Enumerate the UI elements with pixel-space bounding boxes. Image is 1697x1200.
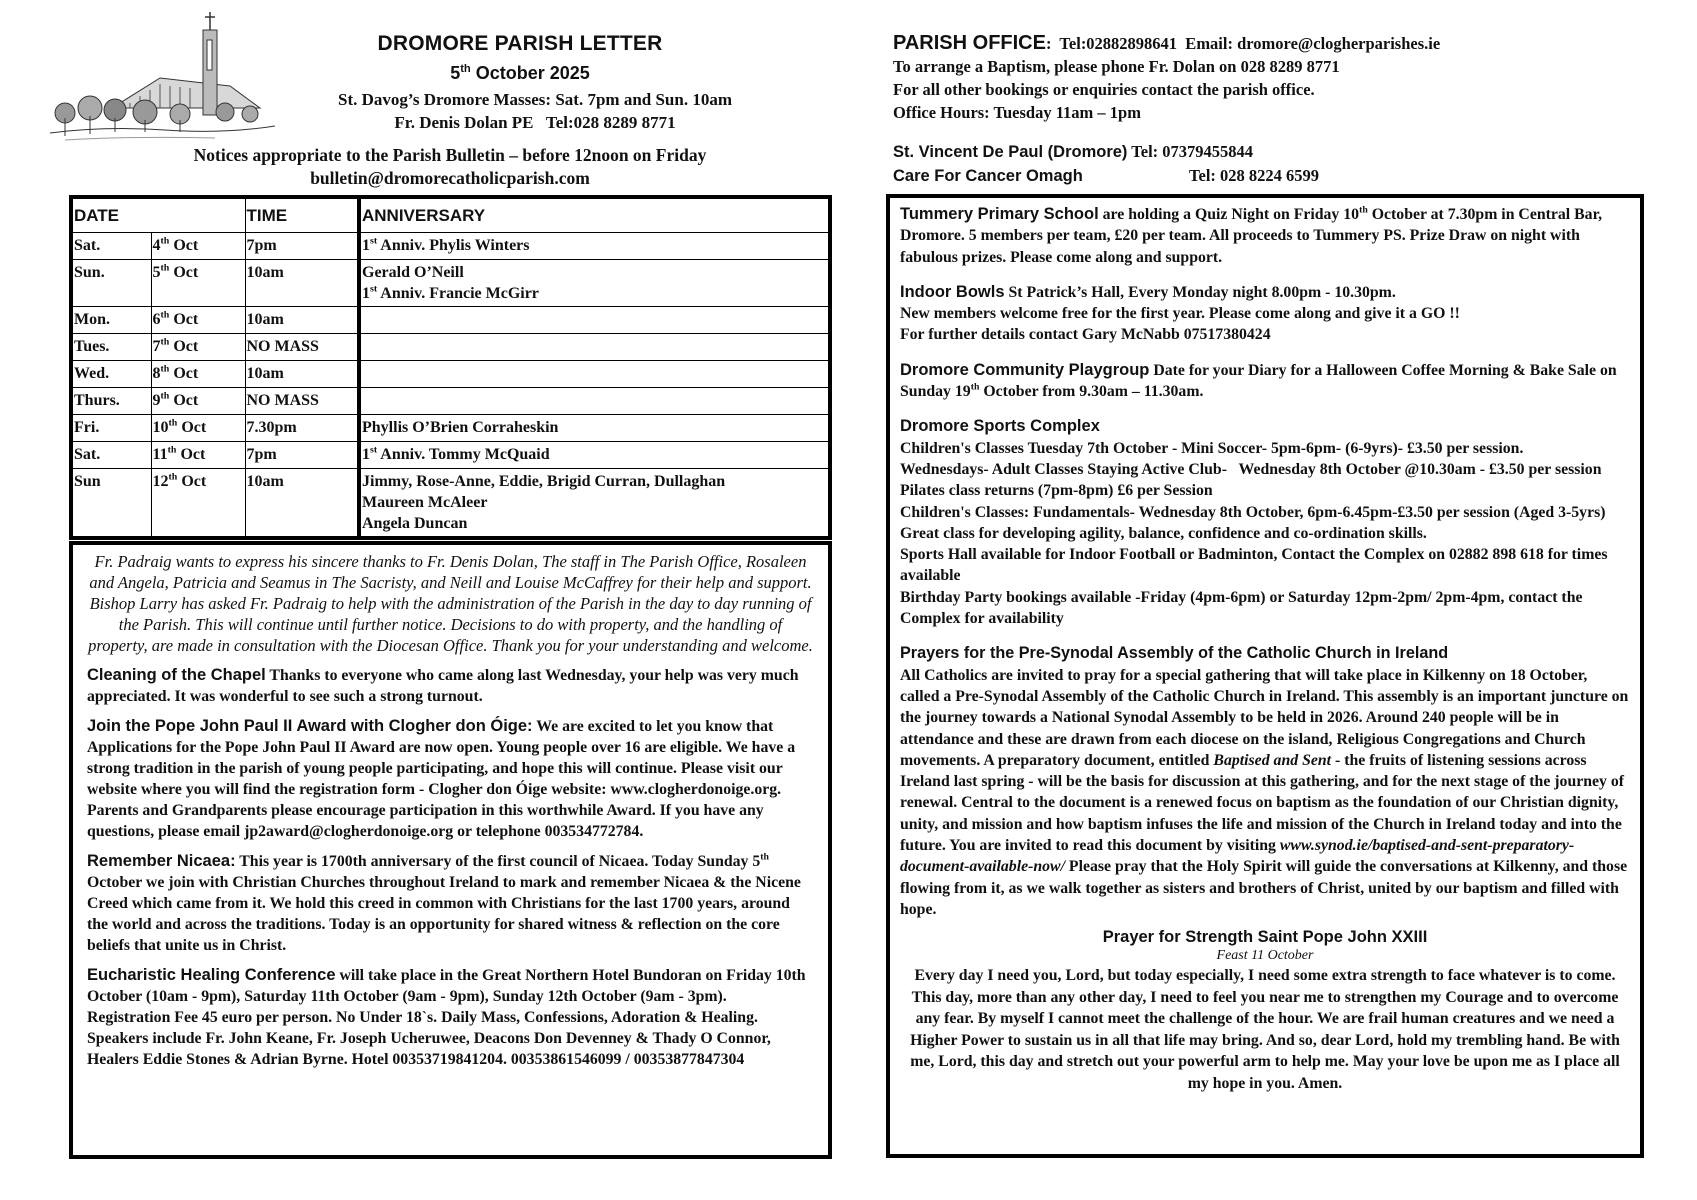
- date-number: 4: [152, 236, 161, 254]
- date-month: Oct: [169, 337, 199, 355]
- notice-cleaning: [87, 665, 814, 707]
- ordinal-suffix: st: [370, 283, 378, 295]
- date-number: 11: [152, 445, 168, 463]
- notice-body: October at 7.30pm in Central Bar, Dromore. 5 members per team, £20 per team. All proceeds to Tummery PS. Prize Draw on night with fabulous prizes. Please come along and support.: [900, 206, 1603, 266]
- page-title: DROMORE PARISH LETTER: [377, 32, 663, 55]
- sports-line: Birthday Party bookings available -Friday (4pm-6pm) or Saturday 12pm-2pm/ 2pm-4pm, contact the Complex for availability: [900, 588, 1583, 628]
- sports-line: Children's Classes Tuesday 7th October - Mini Soccer- 5pm-6pm- (6-9yrs)- £3.50 per session.: [900, 439, 1524, 457]
- notice-heading: Cleaning of the Chapel: [87, 666, 266, 684]
- anniversary-name: Maureen McAleer: [362, 493, 488, 511]
- cell-time: NO MASS: [245, 333, 359, 360]
- date-number: 12: [152, 472, 169, 490]
- cell-date: [151, 232, 245, 259]
- notice-heading: Dromore Sports Complex: [900, 417, 1100, 436]
- date-month: Oct: [169, 236, 199, 254]
- contact-tel: Tel: 028 8224 6599: [1189, 166, 1320, 185]
- cell-time: 10am: [245, 259, 359, 306]
- cell-time: NO MASS: [245, 387, 359, 414]
- mass-schedule-table: [69, 195, 832, 540]
- notice-indoor-bowls: [900, 282, 1630, 346]
- cell-time: 10am: [245, 360, 359, 387]
- ordinal-suffix: th: [167, 444, 177, 456]
- notice-body: Date for your Diary for a Halloween Coffee Morning & Bake Sale on Sunday 19: [900, 361, 1617, 401]
- cell-anniversary: [359, 441, 830, 468]
- office-contact: : Tel:02882898641 Email: dromore@clogherparishes.ie: [1045, 34, 1441, 53]
- cell-day: Fri.: [71, 414, 151, 441]
- column-header-time: TIME: [245, 197, 359, 232]
- ordinal-suffix: th: [160, 390, 170, 402]
- prayer-feast: Feast 11 October: [1216, 948, 1314, 964]
- cell-time: 10am: [245, 306, 359, 333]
- ordinal-suffix: th: [168, 471, 178, 483]
- notice-body: Please pray that the Holy Spirit will guide the conversations at Kilkenny, and those flowing from it, as we walk together as sisters and brothers of Christ, united by our baptism and filled with hope.: [900, 858, 1628, 918]
- table-row: [71, 360, 830, 387]
- column-header-anniversary: ANNIVERSARY: [359, 197, 830, 232]
- notice-body: - the fruits of listening sessions across Ireland last spring - will be the basis for discussion at this gathering, and for the next stage of the journey of renewal. Central to the document is a renewed focus on baptism as the foundation of our Christian dignity, unity, and mission and how baptism infuses the life and mission of the Church in Ireland today and into the future. You are invited to read this document by visiting: [900, 751, 1625, 855]
- document-title: Baptised and Sent: [1213, 751, 1332, 769]
- notice-heading: Dromore Community Playgroup: [900, 360, 1150, 379]
- cell-anniversary: [359, 414, 830, 441]
- bookings-info: For all other bookings or enquiries contact the parish office.: [893, 80, 1315, 99]
- anniversary-line: [362, 444, 827, 465]
- anniversary-line: [362, 471, 827, 492]
- anniversary-name: Phyllis O’Brien Corraheskin: [362, 418, 559, 436]
- date-month: Oct: [169, 310, 199, 328]
- notice-heading: Remember Nicaea:: [87, 852, 236, 870]
- contact-name: Care For Cancer Omagh: [893, 167, 1083, 185]
- cell-anniversary: [359, 360, 830, 387]
- ordinal-suffix: th: [168, 417, 178, 429]
- cell-time: 7.30pm: [245, 414, 359, 441]
- notice-heading: Join the Pope John Paul II Award with Clogher don Óige:: [87, 717, 533, 735]
- cell-date: [151, 333, 245, 360]
- sports-line: Children's Classes: Fundamentals- Wednesday 8th October, 6pm-6.45pm-£3.50 per session (Aged 3-5yrs) Great class for developing agility, balance, confidence and co-ordination skills.: [900, 503, 1606, 542]
- prayer-section: [900, 928, 1630, 1094]
- ordinal-number: 1: [362, 284, 370, 302]
- notice-body: are holding a Quiz Night on Friday 10: [1098, 206, 1360, 223]
- notice-body: New members welcome free for the first year. Please come along and give it a GO !!: [900, 305, 1460, 323]
- cell-date: [151, 387, 245, 414]
- cell-day: Wed.: [71, 360, 151, 387]
- anniversary-name: Jimmy, Rose-Anne, Eddie, Brigid Curran, Dullaghan: [362, 472, 726, 490]
- cell-time: 7pm: [245, 232, 359, 259]
- cell-day: Sat.: [71, 232, 151, 259]
- baptism-info: To arrange a Baptism, please phone Fr. Dolan on 028 8289 8771: [893, 57, 1340, 76]
- cell-day: Thurs.: [71, 387, 151, 414]
- cell-anniversary: [359, 259, 830, 306]
- ordinal-suffix: th: [760, 851, 769, 863]
- contact-tel: Tel: 07379455844: [1127, 142, 1254, 161]
- cell-time: 7pm: [245, 441, 359, 468]
- ordinal-suffix: th: [1359, 204, 1368, 216]
- sports-line: Sports Hall available for Indoor Football or Badminton, Contact the Complex on 02882 898 618 for times available: [900, 546, 1608, 585]
- office-contact-line: [893, 32, 1653, 55]
- parish-office-info: [893, 32, 1653, 124]
- date-month: Oct: [177, 472, 207, 490]
- notice-heading: Eucharistic Healing Conference: [87, 966, 336, 984]
- cell-day: Sun.: [71, 259, 151, 306]
- anniversary-name: Gerald O’Neill: [362, 263, 464, 281]
- date-day: 5: [450, 63, 461, 83]
- table-row: [71, 333, 830, 360]
- date-month: Oct: [169, 263, 199, 281]
- anniversary-name: Anniv. Phylis Winters: [377, 236, 530, 254]
- date-rest: October 2025: [470, 63, 590, 83]
- prayer-text: Every day I need you, Lord, but today especially, I need some extra strength to face whatever is to come. This day, more than any other day, I need to feel you near me to strengthen my Courage and to overcome any fear. By myself I cannot meet the challenge of the hour. We are frail human creatures and we need a Higher Power to sustain us in all that life may bring. And so, dear Lord, hold my trembling hand. Be with me, Lord, this day and stretch out your powerful arm to help me. May your love be upon me as I place all my hope in you. Amen.: [910, 967, 1620, 1092]
- table-row: [71, 232, 830, 259]
- anniversary-line: [362, 492, 827, 513]
- bulletin-email-link[interactable]: bulletin@dromorecatholicparish.com: [310, 168, 590, 188]
- anniversary-line: [362, 417, 827, 438]
- cell-anniversary: [359, 232, 830, 259]
- ordinal-suffix: st: [370, 444, 378, 456]
- date-number: 6: [152, 310, 161, 328]
- notice-jp2-award: [87, 716, 814, 842]
- date-number: 8: [152, 364, 161, 382]
- notice-heading: Indoor Bowls: [900, 282, 1005, 301]
- notice-nicaea: [87, 851, 814, 956]
- date-number: 9: [152, 391, 161, 409]
- date-month: Oct: [176, 445, 206, 463]
- table-row: [71, 441, 830, 468]
- anniversary-name: Anniv. Francie McGirr: [377, 284, 539, 302]
- notice-body: We are excited to let you know that Applications for the Pope John Paul II Award are now open. Young people over 16 are eligible. We have a strong tradition in the parish of young people participating, and hope this will continue. Please visit our website where you will find the registration form - Clogher don Óige website: www.clogherdonoige.org. Parents and Grandparents please encourage participation in this worthwhile Award. If you have any questions, please email jp2award@clogherdonoige.org or telephone 003534772784.: [87, 718, 796, 840]
- cell-date: [151, 441, 245, 468]
- right-notices-box: [886, 194, 1644, 1158]
- notice-heading: Prayers for the Pre-Synodal Assembly of the Catholic Church in Ireland: [900, 644, 1449, 663]
- anniversary-line: [362, 235, 827, 256]
- date-month: Oct: [169, 364, 199, 382]
- anniversary-name: Angela Duncan: [362, 514, 468, 532]
- notice-pre-synodal-assembly: [900, 643, 1630, 920]
- office-hours: Office Hours: Tuesday 11am – 1pm: [893, 103, 1141, 122]
- ordinal-suffix: th: [160, 235, 170, 247]
- notice-body: For further details contact Gary McNabb 07517380424: [900, 326, 1271, 344]
- cell-date: [151, 306, 245, 333]
- notice-body: October from 9.30am – 11.30am.: [979, 383, 1204, 401]
- thanks-notice: Fr. Padraig wants to express his sincere thanks to Fr. Denis Dolan, The staff in The Parish Office, Rosaleen and Angela, Patricia and Seamus in The Sacristy, and Neill and Louise McCaffrey for their help and support. Bishop Larry has asked Fr. Padraig to help with the administration of the Parish in the day to day running of the Parish. This will continue until further notice. Decisions to do with property, and the handling of property, are made in consultation with the Diocesan Office. Thank you for your understanding and welcome.: [88, 552, 813, 655]
- notice-body: Thanks to everyone who came along last Wednesday, your help was very much appreciated. It was wonderful to see such a strong turnout.: [87, 667, 799, 705]
- contact-name: St. Vincent De Paul (Dromore): [893, 143, 1128, 161]
- church-drawing-icon: [45, 8, 280, 148]
- notice-body: St Patrick’s Hall, Every Monday night 8.00pm - 10.30pm.: [1004, 283, 1396, 301]
- cell-day: Sun: [71, 468, 151, 538]
- cell-day: Mon.: [71, 306, 151, 333]
- anniversary-line: [362, 283, 827, 304]
- office-heading: PARISH OFFICE: [893, 32, 1046, 54]
- cell-anniversary: [359, 306, 830, 333]
- cell-date: [151, 468, 245, 538]
- date-number: 5: [152, 263, 161, 281]
- cell-date: [151, 259, 245, 306]
- sports-line: Wednesdays- Adult Classes Staying Active Club- Wednesday 8th October @10.30am - £3.50 per session Pilates class returns (7pm-8pm) £6 per Session: [900, 460, 1606, 500]
- date-suffix: th: [460, 63, 471, 75]
- notice-tummery-quiz: [900, 204, 1630, 268]
- notice-sports-complex: [900, 416, 1630, 629]
- contacts-list: [893, 140, 1653, 188]
- column-header-date: DATE: [71, 197, 245, 232]
- notice-body: will take place in the Great Northern Hotel Bundoran on Friday 10th October (10am - 9pm), Saturday 11th October (9am - 9pm), Sunday 12th October (9am - 3pm). Registration Fee 45 euro per person. No Under 18`s. Daily Mass, Confessions, Adoration & Healing. Speakers include Fr. John Keane, Fr. Joseph Ucheruwee, Deacons Don Devenney & Thady O Connor, Healers Eddie Stones & Adrian Byrne. Hotel 00353719841204. 00353861546099 / 00353877847304: [87, 967, 806, 1068]
- cell-date: [151, 414, 245, 441]
- notice-body: All Catholics are invited to pray for a special gathering that will take place in Kilkenny on 18 October, called a Pre-Synodal Assembly of the Catholic Church in Ireland. This assembly is an important juncture on the journey towards a National Synodal Assembly to be held in 2026. Around 240 people will be in attendance and these are drawn from each diocese on the island, Religious Congregations and Church movements. A preparatory document, entitled: [900, 666, 1629, 769]
- table-row: [71, 306, 830, 333]
- bulletin-date: [300, 63, 740, 84]
- contact-care-for-cancer: [893, 164, 1653, 188]
- ordinal-suffix: th: [160, 262, 170, 274]
- table-header-row: [71, 197, 830, 232]
- cell-day: Tues.: [71, 333, 151, 360]
- ordinal-suffix: th: [970, 381, 980, 393]
- cell-time: 10am: [245, 468, 359, 538]
- table-row: [71, 387, 830, 414]
- cell-day: Sat.: [71, 441, 151, 468]
- notice-healing-conference: [87, 965, 814, 1070]
- notice-body: October we join with Christian Churches throughout Ireland to mark and remember Nicaea & the Nicene Creed which came from it. We hold this creed in common with Christians for the last 1700 years, around the world and across the traditions. Today is an opportunity for shared witness & reflection on the core beliefs that unite us in Christ.: [87, 874, 801, 954]
- cell-date: [151, 360, 245, 387]
- cell-anniversary: [359, 333, 830, 360]
- ordinal-number: 1: [362, 236, 370, 254]
- date-number: 10: [152, 418, 169, 436]
- table-row: [71, 414, 830, 441]
- date-month: Oct: [169, 391, 199, 409]
- mass-times: St. Davog’s Dromore Masses: Sat. 7pm and Sun. 10am: [337, 90, 732, 109]
- notice-playgroup: [900, 360, 1630, 403]
- synod-document-link[interactable]: www.synod.ie/baptised-and-sent-preparatory-document-available-now/: [900, 837, 1575, 876]
- cell-anniversary: [359, 468, 830, 538]
- date-month: Oct: [177, 418, 207, 436]
- ordinal-suffix: th: [160, 336, 170, 348]
- date-number: 7: [152, 337, 161, 355]
- table-row: [71, 468, 830, 538]
- notices-deadline: Notices appropriate to the Parish Bulletin – before 12noon on Friday: [193, 145, 707, 165]
- ordinal-suffix: th: [160, 309, 170, 321]
- anniversary-line: [362, 262, 827, 283]
- ordinal-suffix: st: [370, 235, 378, 247]
- contact-svp: [893, 140, 1653, 164]
- notice-heading: Tummery Primary School: [900, 205, 1099, 223]
- anniversary-line: [362, 513, 827, 534]
- prayer-title: Prayer for Strength Saint Pope John XXIII: [1102, 928, 1428, 947]
- left-notices-box: [69, 541, 832, 1159]
- notice-body: This year is 1700th anniversary of the first council of Nicaea. Today Sunday 5: [235, 853, 761, 870]
- priest-contact: Fr. Denis Dolan PE Tel:028 8289 8771: [394, 113, 676, 132]
- table-row: [71, 259, 830, 306]
- anniversary-name: Anniv. Tommy McQuaid: [377, 445, 550, 463]
- ordinal-suffix: th: [160, 363, 170, 375]
- ordinal-number: 1: [362, 445, 370, 463]
- cell-anniversary: [359, 387, 830, 414]
